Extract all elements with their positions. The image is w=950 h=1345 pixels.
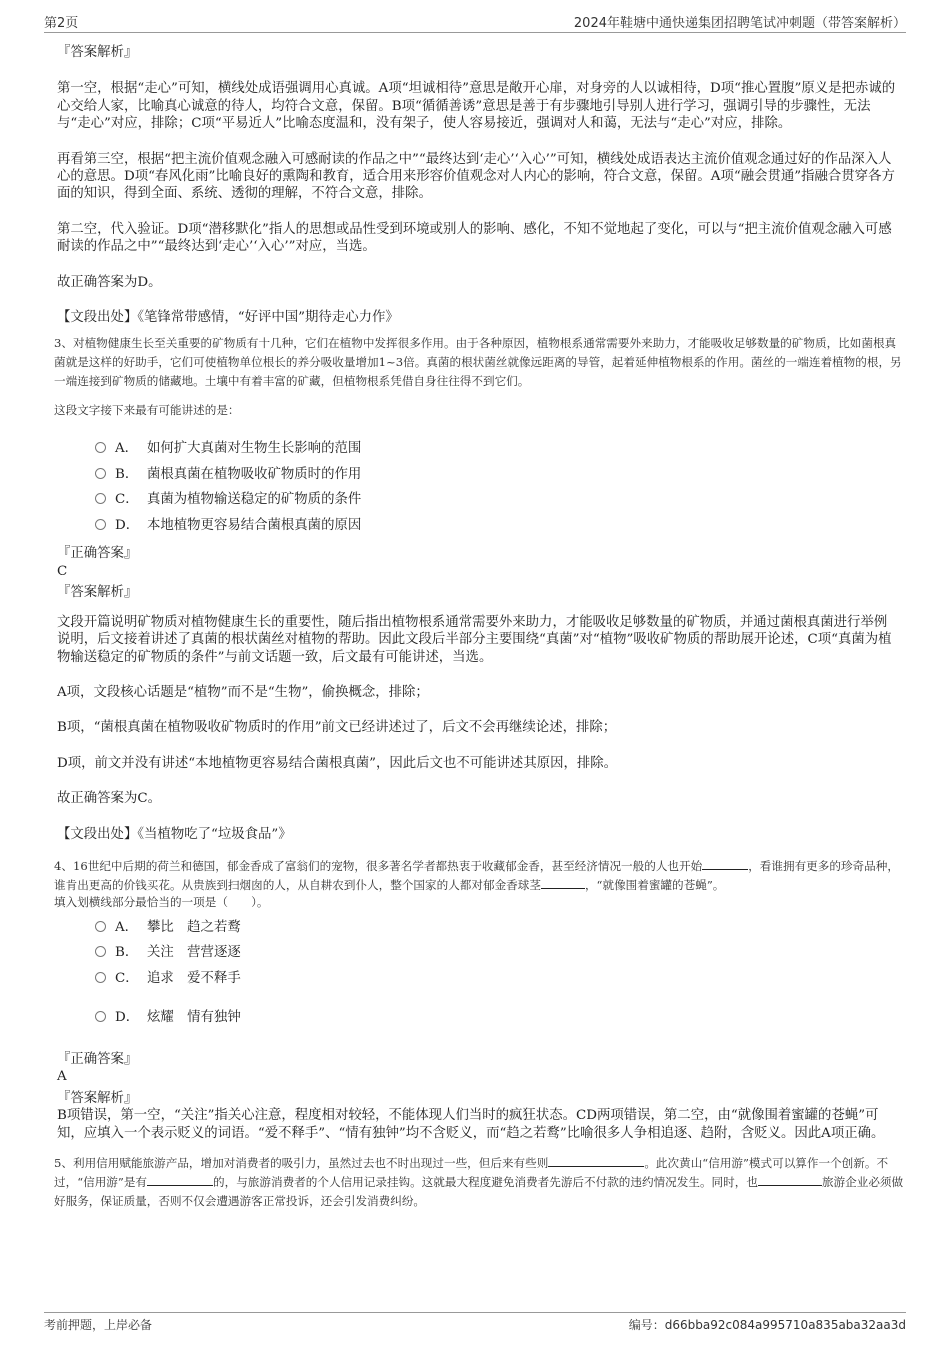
q3-explain-label: 『答案解析』 [57,585,138,601]
option-text: 真菌为植物输送稳定的矿物质的条件 [147,492,362,508]
q3-option-d[interactable] [57,513,899,539]
radio-icon[interactable] [95,442,106,453]
fill-blank [758,1185,822,1186]
q2-source: 【文段出处】《笔锋常带感情，“好评中国”期待走心力作》 [57,310,399,326]
q5-stem-part: 的，与旅游消费者的个人信用记录挂钩。这就最大程度避免消费者先游后不付款的违约情况发生。同时，也 [213,1174,758,1189]
option-text: 菌根真菌在植物吸收矿物质时的作用 [147,466,362,482]
option-letter: D． [115,1010,140,1026]
q2-explain-para: 第二空，代入验证。D项“潜移默化”指人的思想或品性受到环境或别人的影响、感化，不知不觉地起了变化，可以与“把主流价值观念融入可感耐读的作品之中”“最终达到‘走心’‘入心’”对应，当选。 [57,221,892,255]
q2-explanation [57,44,899,326]
q5-stem-part: 旅游企业必须做好服务，保证质量，否则不仅会遭遇游客正常投诉，还会引发消费纠纷。 [54,1174,904,1208]
radio-icon[interactable] [95,921,106,932]
q3-options [57,436,899,538]
option-letter: B． [115,466,139,482]
q4-explain-label: 『答案解析』 [57,1090,138,1106]
fill-blank [541,888,585,889]
q3-stem: 3、对植物健康生长至关重要的矿物质有十几种，它们在植物中发挥很多作用。由于各种原因，植物根系通常需要外来助力，才能吸收足够数量的矿物质，比如菌根真菌就是这样的好助手，它们可使植物单位根长的养分吸收量增加1~3倍。真菌的根状菌丝就像远距离的导管，起着延伸植物根系的作用。菌丝的一端连着植物的根，另一端连接到矿物质的储藏地。土壤中有着丰富的矿藏，但植物根系凭借自身往往得不到它们。 [54,336,902,389]
code-label: 编号： [628,1318,665,1332]
option-text: 攀比 趋之若鹜 [147,919,241,935]
q2-explain-para: 再看第三空，根据“把主流价值观念融入可感耐读的作品之中”“最终达到‘走心’‘入心’”可知，横线处成语表达主流价值观念通过好的作品深入人心的意思。D项“春风化雨”比喻良好的熏陶和教育，适合用来形容价值观念对人内心的影响，符合文意，保留。A项“融会贯通”指融合贯穿各方面的知识，得到全面、系统、透彻的理解，不符合文意，排除。 [57,151,895,202]
footer-slogan: 考前押题，上岸必备 [44,1318,153,1332]
q5-stem-part: 。此次黄山“信用游”模式可以算作一个创新。不过，“信用游”是有 [54,1155,889,1189]
q4-option-b[interactable] [57,940,899,966]
radio-icon[interactable] [95,972,106,983]
q4-option-c[interactable] [57,966,899,992]
q4-answer: A [57,1069,67,1085]
document-title: 2024年鞋塘中通快递集团招聘笔试冲刺题（带答案解析） [573,16,906,31]
fill-blank [702,869,748,870]
q3-option-b[interactable] [57,462,899,488]
option-text: 本地植物更容易结合菌根真菌的原因 [147,517,362,533]
q4-option-a[interactable] [57,915,899,941]
document-code [629,1316,906,1333]
code-value: d66bba92c084a995710a835aba32aa3d [664,1318,906,1332]
question-4 [54,857,899,1142]
q4-prompt: 填入划横线部分最恰当的一项是（ ）。 [54,894,269,909]
q3-conclusion: 故正确答案为C。 [57,791,161,807]
q3-explain-para: D项，前文并没有讲述“本地植物更容易结合菌根真菌”，因此后文也不可能讲述其原因，排除。 [57,755,618,771]
q3-answer: C [57,563,68,579]
question-3 [54,334,902,842]
q3-source: 【文段出处】《当植物吃了“垃圾食品”》 [57,826,292,842]
page-content [54,44,904,1211]
option-letter: D． [115,517,140,533]
radio-icon[interactable] [95,946,106,957]
q2-conclusion: 故正确答案为D。 [57,274,162,290]
q4-options [57,915,899,1031]
question-5 [54,1154,904,1211]
q3-explain-para: B项，“菌根真菌在植物吸收矿物质时的作用”前文已经讲述过了，后文不会再继续论述，排除； [57,720,617,736]
option-letter: A． [115,919,139,935]
fill-blank [147,1185,213,1186]
q4-option-d[interactable] [57,1005,899,1031]
q4-answer-label: 『正确答案』 [57,1051,138,1067]
q4-explain-para: B项错误，第一空，“关注”指关心注意，程度相对较轻，不能体现人们当时的疯狂状态。CD两项错误，第二空，由“就像围着蜜罐的苍蝇”可知，应填入一个表示贬义的词语。“爱不释手”、“情有独钟”均不含贬义，而“趋之若鹜”比喻很多人争相追逐、趋附，含贬义。因此A项正确。 [57,1108,885,1141]
q4-stem-part: ，“就像围着蜜罐的苍蝇”。 [584,877,725,892]
q3-explain-para: 文段开篇说明矿物质对植物健康生长的重要性，随后指出植物根系通常需要外来助力，才能吸收足够数量的矿物质，并通过菌根真菌进行举例说明，后文接着讲述了真菌的根状菌丝对植物的帮助。因此文段后半部分主要围绕“真菌”对“植物”吸收矿物质的帮助展开论述，C项“真菌为植物输送稳定的矿物质的条件”与前文话题一致，后文最有可能讲述，当选。 [57,614,892,665]
option-letter: B． [115,945,139,961]
radio-icon[interactable] [95,468,106,479]
q2-explain-para: 第一空，根据“走心”可知，横线处成语强调用心真诚。A项“坦诚相待”意思是敞开心扉，对身旁的人以诚相待，D项“推心置腹”原义是把赤诚的心交给人家，比喻真心诚意的待人，均符合文意，保留。B项“循循善诱”意思是善于有步骤地引导别人进行学习，强调引导的步骤性，无法与“走心”对应，排除；C项“平易近人”比喻态度温和，没有架子，使人容易接近，强调对人和蔼，无法与“走心”对应，排除。 [57,81,896,132]
option-text: 关注 营营逐逐 [147,945,241,961]
q2-explain-label: 『答案解析』 [57,45,138,60]
q4-stem-part: ，看谁拥有更多的珍奇品种，谁肯出更高的价钱买花。从贵族到扫烟囱的人，从自耕农到仆人，整个国家的人都对郁金香球茎 [54,858,899,892]
page-footer [44,1312,906,1335]
option-text: 炫耀 情有独钟 [147,1010,241,1026]
option-letter: A． [115,441,139,457]
q4-stem [54,857,904,895]
option-text: 如何扩大真菌对生物生长影响的范围 [147,441,362,457]
option-letter: C． [115,970,139,986]
page-header [44,10,906,33]
q3-option-a[interactable] [57,436,899,462]
page-number: 第2页 [44,16,79,31]
q3-option-c[interactable] [57,487,899,513]
q3-answer-label: 『正确答案』 [57,546,138,562]
option-letter: C． [115,492,139,508]
fill-blank [548,1166,644,1167]
q3-prompt: 这段文字接下来最有可能讲述的是： [54,403,240,418]
radio-icon[interactable] [95,519,106,530]
option-text: 追求 爱不释手 [147,970,241,986]
q3-explain-para: A项，文段核心话题是“植物”而不是“生物”，偷换概念，排除； [57,684,429,700]
radio-icon[interactable] [95,1011,106,1022]
q5-stem-part: 5、利用信用赋能旅游产品，增加对消费者的吸引力，虽然过去也不时出现过一些，但后来有些则 [54,1155,549,1170]
radio-icon[interactable] [95,493,106,504]
q5-stem [54,1154,904,1211]
q4-stem-part: 4、16世纪中后期的荷兰和德国，郁金香成了富翁们的宠物，很多著名学者都热衷于收藏郁金香，甚至经济情况一般的人也开始 [54,858,703,873]
